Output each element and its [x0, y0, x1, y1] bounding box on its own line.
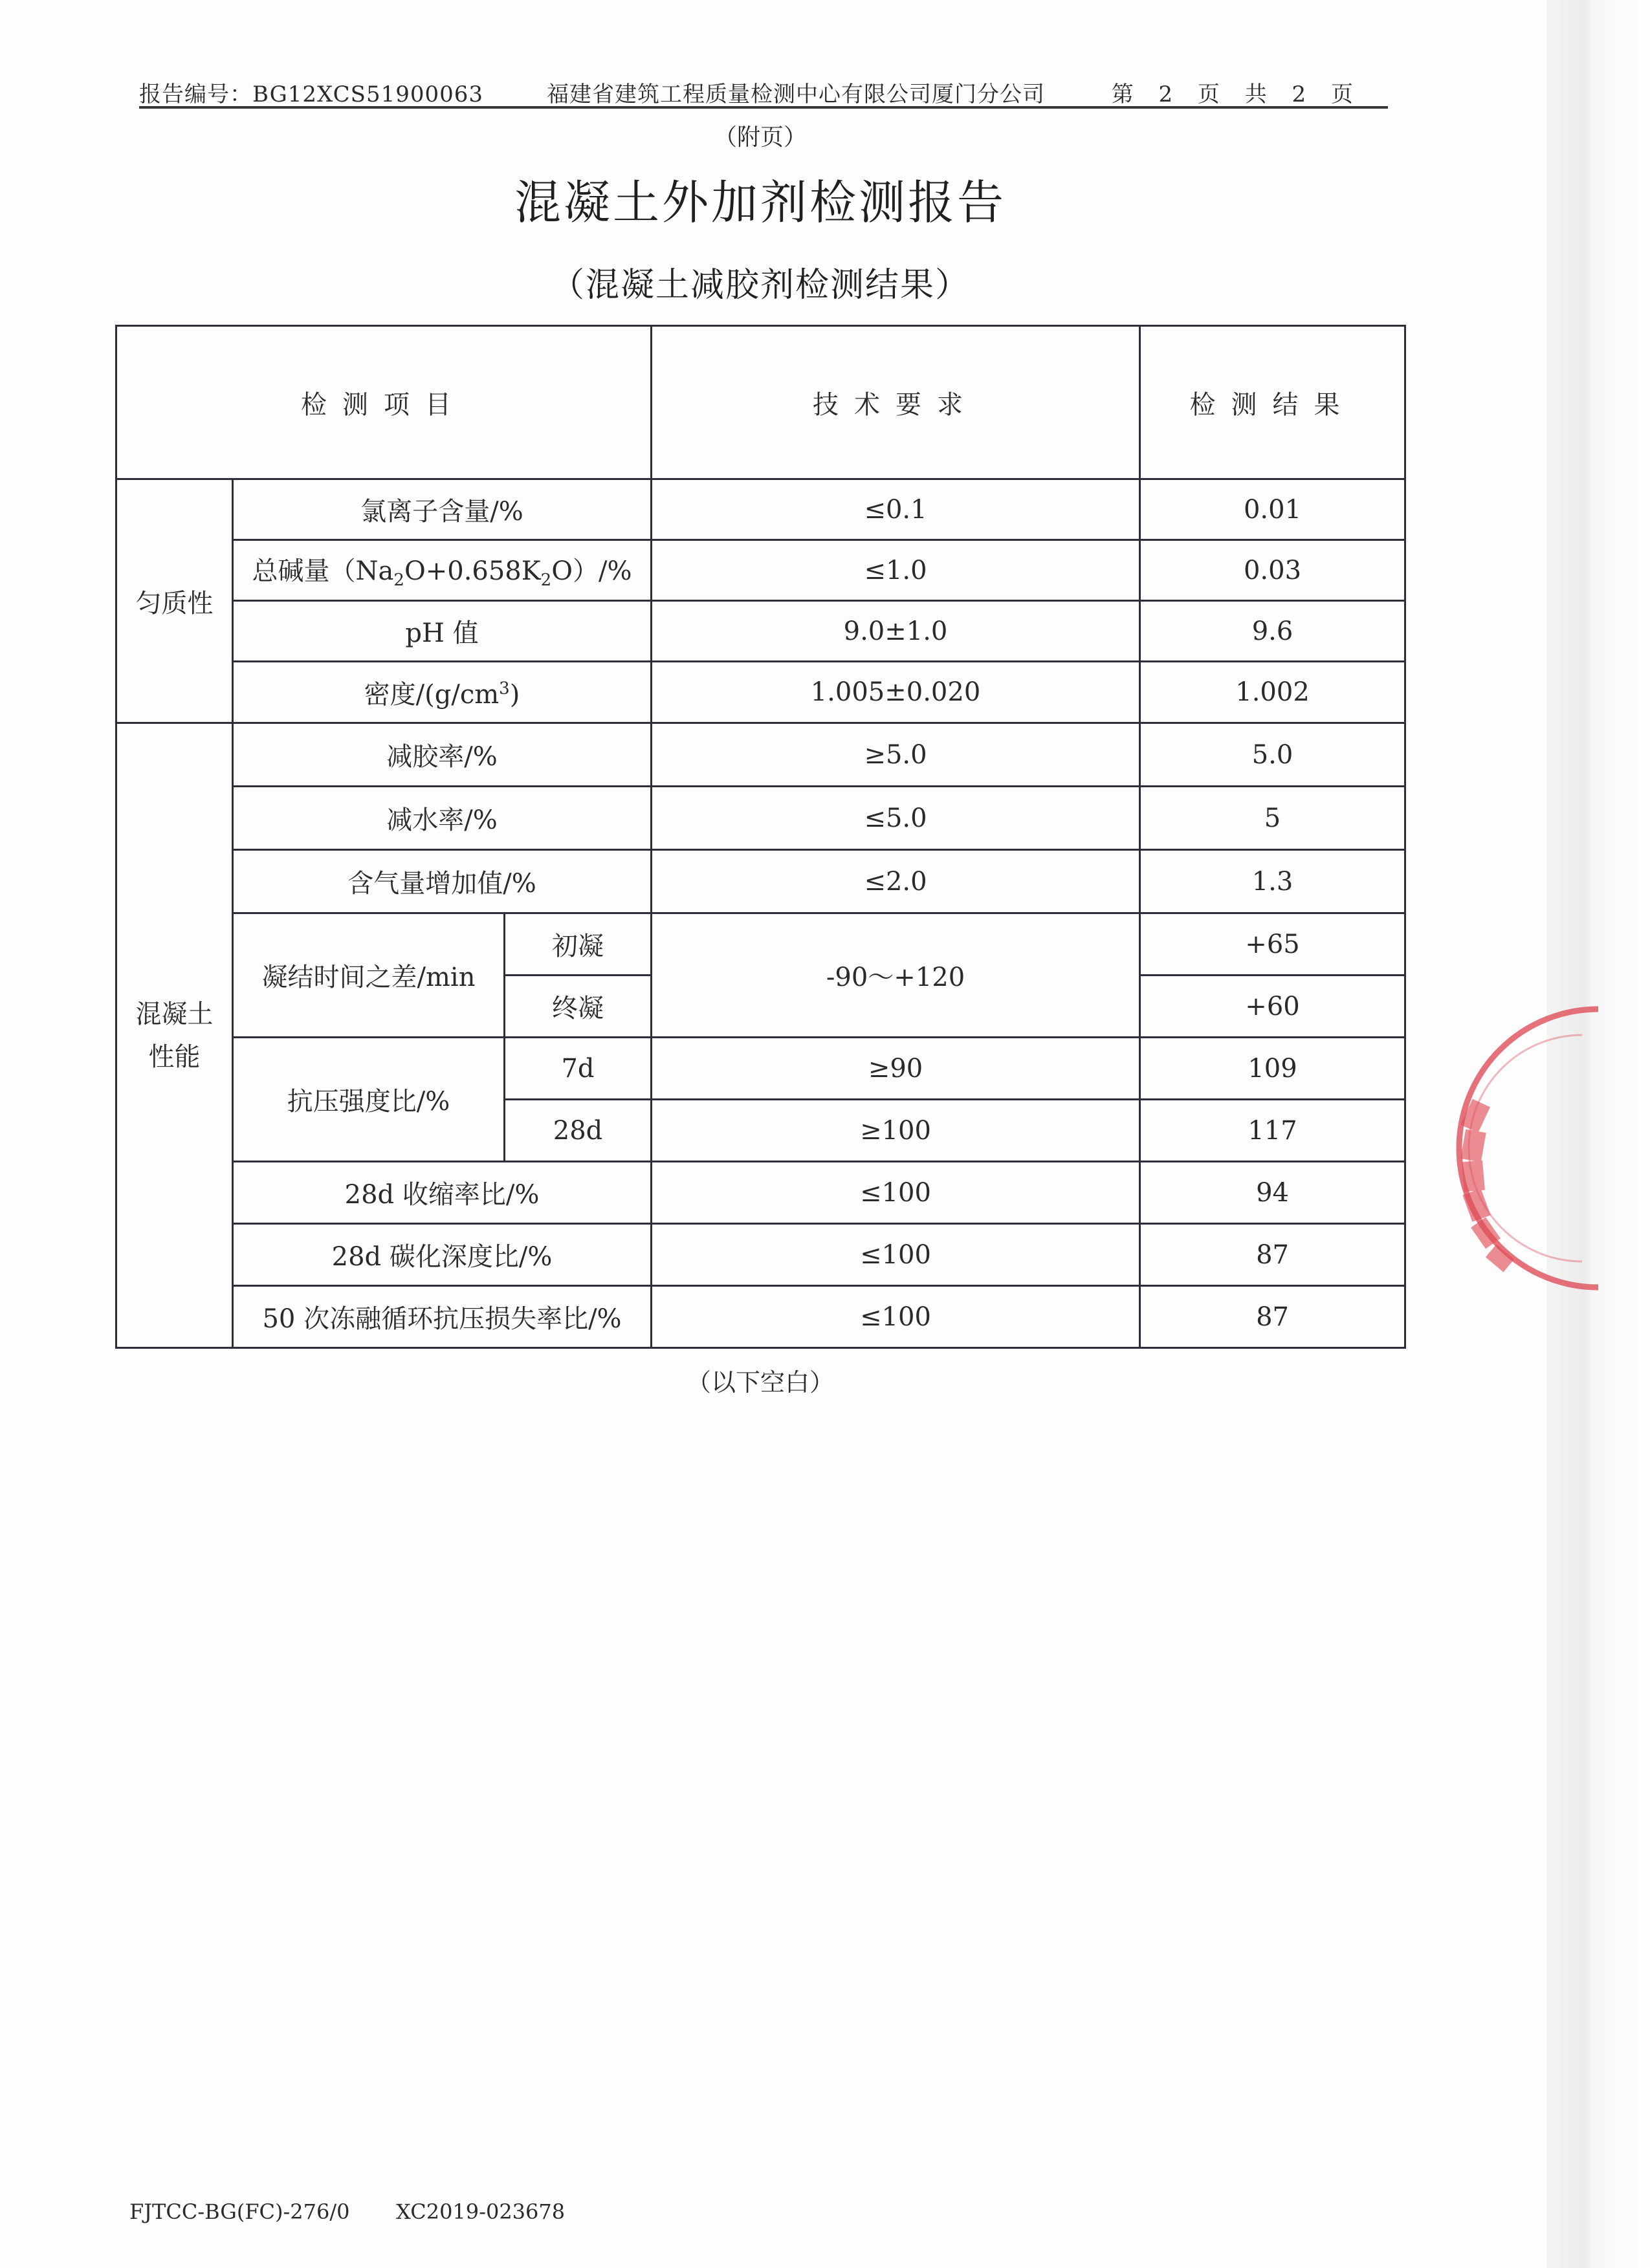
document-subtitle: （混凝土减胶剂检测结果）	[550, 266, 970, 305]
form-code: FJTCC-BG(FC)-276/0	[129, 2199, 350, 2224]
row-requirement: 1.005±0.020	[652, 662, 1140, 723]
age-28d-result: 117	[1140, 1100, 1405, 1162]
table-row	[116, 479, 1405, 540]
row-item: pH 值	[233, 601, 652, 662]
row-result: 9.6	[1140, 601, 1405, 662]
compressive-strength-label: 抗压强度比/%	[233, 1038, 505, 1162]
row-item: 含气量增加值/%	[233, 850, 652, 913]
setting-time-requirement: -90～+120	[652, 913, 1140, 1038]
row-result: 87	[1140, 1224, 1405, 1286]
row-item: 28d 收缩率比/%	[233, 1162, 652, 1224]
table-row	[116, 1038, 1405, 1100]
row-requirement: ≤5.0	[652, 787, 1140, 850]
age-7d-requirement: ≥90	[652, 1038, 1140, 1100]
row-result: 5.0	[1140, 723, 1405, 787]
report-number: 报告编号：BG12XCS51900063	[139, 82, 484, 107]
results-table	[115, 325, 1406, 1349]
table-row	[116, 787, 1405, 850]
group-label-performance: 混凝土 性能	[116, 723, 233, 1348]
table-row	[116, 540, 1405, 601]
blank-below-note: （以下空白）	[686, 1368, 834, 1397]
age-28d-requirement: ≥100	[652, 1100, 1140, 1162]
row-result: 0.03	[1140, 540, 1405, 601]
row-requirement: ≤2.0	[652, 850, 1140, 913]
table-header-row	[116, 326, 1405, 479]
row-requirement: 9.0±1.0	[652, 601, 1140, 662]
age-7d-label: 7d	[505, 1038, 652, 1100]
annex-label: （附页）	[713, 124, 807, 151]
table-row	[116, 913, 1405, 976]
row-result: 87	[1140, 1286, 1405, 1348]
header-item: 检测项目	[116, 326, 652, 479]
row-result: 1.3	[1140, 850, 1405, 913]
organization-name: 福建省建筑工程质量检测中心有限公司厦门分公司	[547, 82, 1045, 107]
row-requirement: ≥5.0	[652, 723, 1140, 787]
table-row	[116, 1286, 1405, 1348]
row-result: 0.01	[1140, 479, 1405, 540]
document-number: XC2019-023678	[396, 2199, 566, 2224]
row-item: 氯离子含量/%	[233, 479, 652, 540]
table-row	[116, 850, 1405, 913]
final-setting-label: 终凝	[505, 976, 652, 1038]
row-item-total-alkali: 总碱量$(Na_2O+0.658K_2O)/\%$	[233, 540, 652, 601]
table-row	[116, 662, 1405, 723]
row-requirement: ≤1.0	[652, 540, 1140, 601]
document-title: 混凝土外加剂检测报告	[514, 175, 1006, 230]
row-item: 50 次冻融循环抗压损失率比/%	[233, 1286, 652, 1348]
age-28d-label: 28d	[505, 1100, 652, 1162]
header-result: 检测结果	[1140, 326, 1405, 479]
row-result: 94	[1140, 1162, 1405, 1224]
row-item-density: 密度$/(g/cm^3)$	[233, 662, 652, 723]
age-7d-result: 109	[1140, 1038, 1405, 1100]
red-seal-stamp	[1449, 996, 1650, 1300]
initial-setting-label: 初凝	[505, 913, 652, 976]
table-row	[116, 601, 1405, 662]
row-result: 5	[1140, 787, 1405, 850]
setting-time-label: 凝结时间之差/min	[233, 913, 505, 1038]
row-result: 1.002	[1140, 662, 1405, 723]
final-setting-result: +60	[1140, 976, 1405, 1038]
row-item: 减水率/%	[233, 787, 652, 850]
page-header	[139, 76, 1388, 109]
table-row	[116, 1224, 1405, 1286]
table-row	[116, 1162, 1405, 1224]
row-item: 减胶率/%	[233, 723, 652, 787]
row-item: 28d 碳化深度比/%	[233, 1224, 652, 1286]
header-requirement: 技术要求	[652, 326, 1140, 479]
initial-setting-result: +65	[1140, 913, 1405, 976]
page-indicator: 第 2 页 共 2 页	[1111, 82, 1362, 107]
row-requirement: ≤100	[652, 1162, 1140, 1224]
row-requirement: ≤100	[652, 1286, 1140, 1348]
table-row	[116, 723, 1405, 787]
row-requirement: ≤0.1	[652, 479, 1140, 540]
group-label-uniformity: 匀质性	[116, 479, 233, 723]
row-requirement: ≤100	[652, 1224, 1140, 1286]
